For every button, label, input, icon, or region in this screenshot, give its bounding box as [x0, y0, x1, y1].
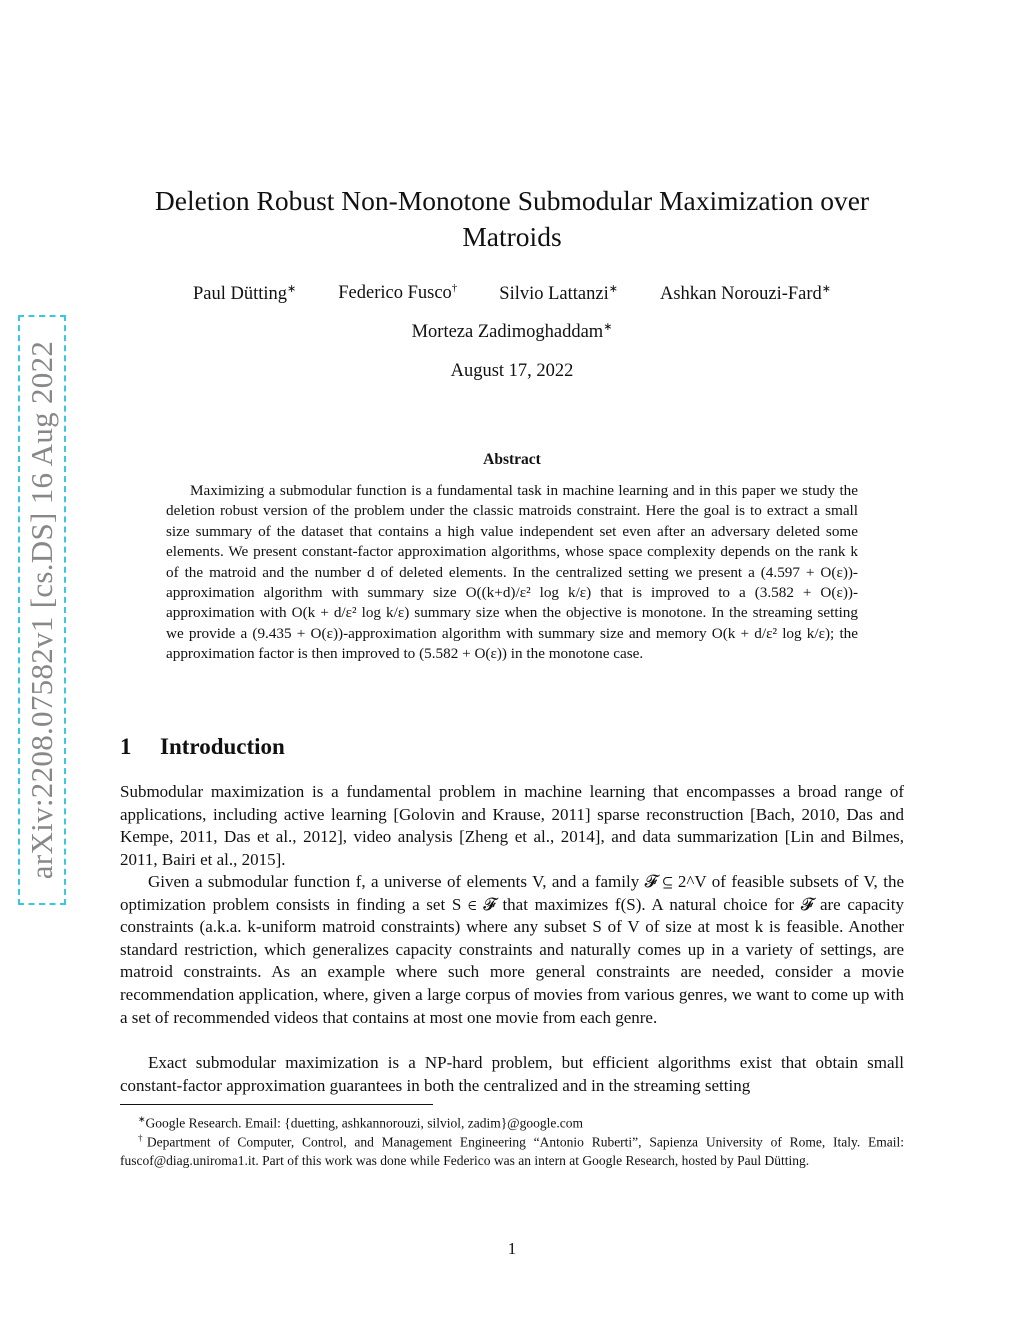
footnote: ∗Google Research. Email: {duetting, ashkannorouzi, silviol, zadim}@google.com: [138, 1114, 583, 1131]
author-list: [120, 282, 904, 305]
author: Silvio Lattanzi∗: [499, 283, 618, 305]
arxiv-sidebar-stamp: [18, 315, 66, 905]
abstract-heading: Abstract: [483, 451, 541, 468]
footnote: †Department of Computer, Control, and Management Engineering “Antonio Ruberti”, Sapienza University of Rome, Italy. Email: fuscof@diag.uniroma1.it. Part of this work was done while Federico was an intern at Google Research, hosted by Paul Dütting.: [120, 1133, 904, 1168]
author: Federico Fusco†: [338, 282, 458, 304]
section-title: Introduction: [160, 734, 285, 759]
body-paragraph: Submodular maximization is a fundamental problem in machine learning that encompasses a broad range of applications, including active learning [Golovin and Krause, 2011] sparse reconstruction [Bach, 2010, Das and Kempe, 2011, Das et al., 2012], video analysis [Zheng et al., 2014], and data summarization [Lin and Bilmes, 2011, Bairi et al., 2015].: [120, 782, 904, 869]
section-heading: [120, 734, 285, 760]
body-paragraph: Given a submodular function f, a universe of elements V, and a family 𝓕 ⊆ 2^V of feasible subsets of V, the optimization problem consists in finding a set S ∈ 𝓕 that maximizes f(S). A natural choice for 𝓕 are capacity constraints (a.k.a. k-uniform matroid constraints) where any subset S of V of size at most k is feasible. Another standard restriction, which generalizes capacity constraints and naturally comes up in a variety of settings, are matroid constraints. As an example where such more general constraints are needed, consider a movie recommendation application, where, given a large corpus of movies from various genres, we want to come up with a set of recommended videos that contains at most one movie from each genre.: [120, 872, 904, 1027]
page-number: 1: [507, 1239, 517, 1258]
section-number: 1: [120, 734, 132, 759]
author: Paul Dütting∗: [192, 283, 297, 305]
abstract-text: Maximizing a submodular function is a fundamental task in machine learning and in this paper we study the deletion robust version of the problem under the classic matroids constraint. Here the goal is to extract a small size summary of the dataset that contains a high value independent set even after an adversary deleted some elements. We present constant-factor approximation algorithms, whose space complexity depends on the rank k of the matroid and the number d of deleted elements. In the centralized setting we present a (4.597 + O(ε))-approximation algorithm with summary size O((k+d)/ε² log k/ε) that is improved to a (3.582 + O(ε))-approximation with O(k + d/ε² log k/ε) summary size when the objective is monotone. In the streaming setting we provide a (9.435 + O(ε))-approximation algorithm with summary size and memory O(k + d/ε² log k/ε); the approximation factor is then improved to (5.582 + O(ε)) in the monotone case.: [166, 482, 858, 663]
paper-title: Deletion Robust Non-Monotone Submodular Maximization over Matroids: [154, 185, 870, 252]
author: Ashkan Norouzi-Fard∗: [659, 283, 832, 305]
footnote-divider: [120, 1104, 433, 1105]
arxiv-identifier: arXiv:2208.07582v1 [cs.DS] 16 Aug 2022: [24, 340, 59, 880]
body-paragraph: Exact submodular maximization is a NP-hard problem, but efficient algorithms exist that obtain small constant-factor approximation guarantees in both the centralized and in the streaming setting: [120, 1053, 904, 1095]
author: Morteza Zadimoghaddam∗: [411, 321, 613, 343]
publication-date: August 17, 2022: [450, 361, 574, 381]
